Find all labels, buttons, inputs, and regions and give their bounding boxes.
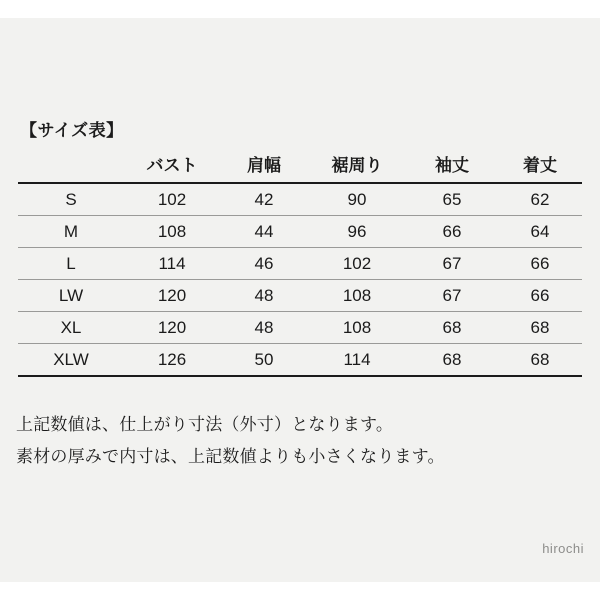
cell-length: 68 [530, 349, 550, 369]
cell-hem: 96 [347, 221, 367, 241]
cell-shoulder: 42 [254, 189, 274, 209]
table-header [18, 146, 582, 183]
note-line-1: 上記数値は、仕上がり寸法（外寸）となります。 [16, 415, 394, 434]
table-header-row [18, 146, 582, 183]
cell-bust: 120 [157, 285, 187, 305]
cell-bust: 102 [157, 189, 187, 209]
row-size-label: M [63, 221, 79, 241]
size-table [18, 146, 582, 377]
table-row [18, 312, 582, 344]
cell-sleeve: 67 [442, 253, 462, 273]
cell-length: 68 [530, 317, 550, 337]
cell-shoulder: 50 [254, 349, 274, 369]
cell-shoulder: 48 [254, 317, 274, 337]
table-row [18, 280, 582, 312]
cell-length: 62 [530, 189, 550, 209]
chart-content-area [0, 18, 600, 582]
cell-shoulder: 46 [254, 253, 274, 273]
note-line-2: 素材の厚みで内寸は、上記数値よりも小さくなります。 [16, 447, 445, 466]
table-row [18, 216, 582, 248]
column-header-sleeve: 袖丈 [435, 155, 469, 175]
cell-bust: 126 [157, 349, 187, 369]
cell-hem: 108 [342, 317, 372, 337]
cell-length: 66 [530, 253, 550, 273]
cell-hem: 114 [343, 349, 371, 369]
table-row [18, 344, 582, 377]
column-header-hem: 裾周り [331, 155, 383, 175]
row-size-label: S [65, 189, 77, 209]
bottom-white-band [0, 582, 600, 600]
cell-bust: 108 [157, 221, 187, 241]
table-row [18, 183, 582, 216]
cell-length: 64 [530, 221, 550, 241]
cell-hem: 102 [342, 253, 372, 273]
row-size-label: XLW [53, 349, 89, 369]
cell-sleeve: 68 [442, 349, 462, 369]
cell-sleeve: 65 [442, 189, 462, 209]
cell-bust: 114 [158, 253, 186, 273]
cell-bust: 120 [157, 317, 187, 337]
cell-shoulder: 44 [254, 221, 274, 241]
watermark-label: hirochi [542, 541, 584, 556]
column-header-shoulder: 肩幅 [247, 155, 281, 175]
table-row [18, 248, 582, 280]
cell-length: 66 [530, 285, 550, 305]
top-white-band [0, 0, 600, 18]
page-title: 【サイズ表】 [20, 121, 124, 140]
row-size-label: L [66, 253, 76, 273]
table-body [18, 183, 582, 376]
column-header-size [18, 146, 124, 183]
row-size-label: LW [58, 285, 84, 305]
column-header-length: 着丈 [523, 155, 557, 175]
row-size-label: XL [60, 317, 82, 337]
cell-hem: 90 [347, 189, 367, 209]
cell-sleeve: 66 [442, 221, 462, 241]
cell-hem: 108 [342, 285, 372, 305]
cell-sleeve: 67 [442, 285, 462, 305]
cell-shoulder: 48 [254, 285, 274, 305]
column-header-bust: バスト [146, 155, 198, 175]
cell-sleeve: 68 [442, 317, 462, 337]
